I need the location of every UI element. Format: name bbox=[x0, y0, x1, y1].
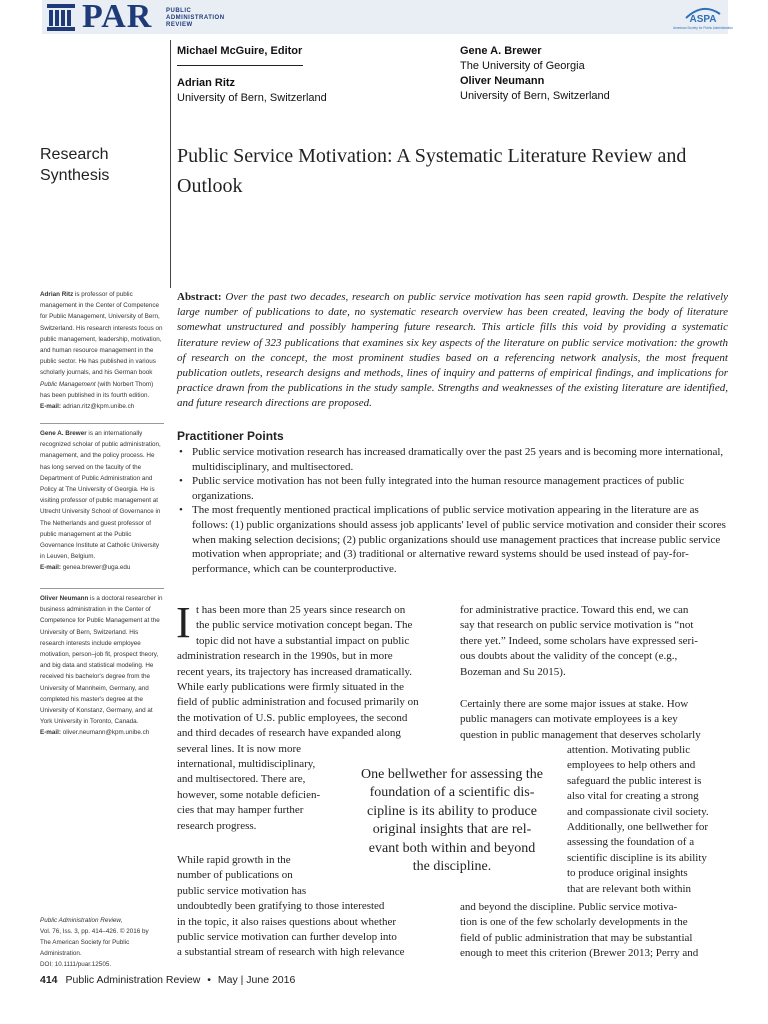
practitioner-points-list bbox=[177, 445, 727, 576]
body-column-2-paragraph-2: Certainly there are some major issues at stake. How public managers can motivate employees is a key question in public management that deserves scholarly bbox=[460, 698, 701, 741]
body-column-1-paragraph-2: While rapid growth in the number of publications on public service motivation has undoubtedly been gratifying to those interested in the topic, it also raises questions about whether public service motivation can further develop into a substantial stream of research with high relevance bbox=[177, 854, 405, 959]
author-bio: Oliver Neumann is a doctoral researcher in business administration in the Center of Competence for Public Management at the University of Bern, Switzerland. His research interests include employee motivation, person–job fit, prospect theory, and big data and statistical modeling. He received his bachelor's degree from the University of Mannheim, Germany, and completed his master's degree at the University of Konstanz, Germany, and at York University in Toronto, Canada. E-mail: oliver.neumann@kpm.unibe.ch bbox=[40, 595, 163, 737]
article-title: Public Service Motivation: A Systematic Literature Review and Outlook bbox=[177, 145, 687, 197]
editor-divider bbox=[177, 65, 303, 66]
abstract-text: Over the past two decades, research on public service motivation has seen rapid growth. Despite the relatively large number of publications to date, no systematic research overview has been created, leaving the body of literature somewhat unstructured and possibly hampering future research. This article fills this void by providing a systematic literature review of 323 publications that examines six key aspects of the literature on public service motivation: the growth of research on the concept, the most prominent studies based on a referencing network analysis, the most frequent publication outlets, research designs and methods, lines of inquiry and patterns of empirical findings, and implications for practice drawn from the publications in the study sample. Strengths and weaknesses of the existing literature are identified, and future research directions are proposed. bbox=[177, 291, 729, 410]
svg-text:ASPA: ASPA bbox=[689, 14, 717, 25]
aspa-logo[interactable] bbox=[673, 4, 733, 32]
editor-credit: Michael McGuire, Editor bbox=[177, 45, 303, 57]
bio-divider bbox=[40, 588, 164, 589]
citation-block: Public Administration Review, Vol. 76, Iss. 3, pp. 414–426. © 2016 by The American Society for Public Administration. DOI: 10.1111/puar.12505. bbox=[40, 917, 149, 968]
author-affiliation: University of Bern, Switzerland bbox=[460, 90, 610, 102]
svg-text:American Society for Public Ad: American Society for Public Administration bbox=[673, 26, 733, 30]
list-item: • Public service motivation has not been fully integrated into the human resource management practices of public organizations. bbox=[177, 474, 727, 503]
footer-date: May | June 2016 bbox=[217, 974, 296, 986]
author-name: Gene A. Brewer bbox=[460, 45, 542, 57]
author-name: Oliver Neumann bbox=[460, 75, 545, 87]
pull-quote: One bellwether for assessing the foundation of a scientific dis- cipline is its ability to produce original insights that are rel- evant both within and beyond the discipline. bbox=[361, 767, 543, 875]
body-column-2-continued: and beyond the discipline. Public service motiva- tion is one of the few scholarly developments in the field of public administration that may be substantial enough to meet this criterion (Brewer 2013; Perry and bbox=[460, 901, 699, 960]
author-block-right bbox=[460, 44, 610, 104]
par-logo[interactable] bbox=[46, 2, 226, 34]
section-label: Research Synthesis bbox=[40, 146, 110, 184]
abstract-label: Abstract: bbox=[177, 291, 222, 303]
page-number: 414 bbox=[40, 974, 58, 986]
body-column-1: t has been more than 25 years since research on the public service motivation concept began. The topic did not have a substantial impact on public administration research in the 1990s, but in more recent years, its trajectory has increased dramatically. While early publications were firmly situated in the field of public administration and focused primarily on the motivation of U.S. public employees, the second and third decades of research have expanded along several lines. It is now more international, multidisciplinary, and multisectored. There are, however, some notable deficien- cies that may hamper further research progress. bbox=[177, 604, 419, 832]
author-affiliation: The University of Georgia bbox=[460, 60, 585, 72]
footer-journal: Public Administration Review bbox=[65, 974, 201, 986]
par-logo-subtitle: PUBLIC ADMINISTRATION REVIEW bbox=[166, 8, 225, 28]
par-logo-text: PAR bbox=[82, 0, 153, 35]
list-item: • The most frequently mentioned practical implications of public service motivation appearing in the literature are as follows: (1) public organizations should assess job applicants' level of public service motivation and consider their scores when making selection decisions; (2) public organizations should use management practices that increase public service motivation when appropriate; and (3) traditional or alternative reward systems should be used instead of pay-for-performance, which can be counterproductive. bbox=[177, 503, 727, 576]
author-affiliation: University of Bern, Switzerland bbox=[177, 92, 327, 104]
aspa-swoosh-icon bbox=[673, 4, 733, 32]
author-name: Adrian Ritz bbox=[177, 77, 236, 89]
list-item: • Public service motivation research has increased dramatically over the past 25 years and is becoming more international, multidisciplinary, and multisectored. bbox=[177, 445, 727, 474]
footer-separator: • bbox=[207, 974, 211, 986]
page-footer bbox=[40, 974, 295, 986]
body-column-2: for administrative practice. Toward this end, we can say that research on public service motivation is “not there yet.” Indeed, some scholars have expressed seri- ous doubts about the validity of the concept (e.g., Bozeman and Su 2015). bbox=[460, 604, 698, 678]
columns-icon bbox=[46, 2, 76, 32]
vertical-divider bbox=[170, 40, 171, 288]
author-bio: Gene A. Brewer is an internationally recognized scholar of public administration, management, and the policy process. He has long served on the faculty of the Department of Public Administration and Policy at The University of Georgia. He is visiting professor of public management at Utrecht University School of Governance in The Netherlands and guest professor of public management at the Public Governance Institute at Catholic University in Leuven, Belgium. E-mail: genea.brewer@uga.edu bbox=[40, 430, 161, 572]
practitioner-points-heading: Practitioner Points bbox=[177, 429, 284, 443]
abstract bbox=[177, 290, 728, 412]
drop-cap: I bbox=[176, 598, 191, 647]
body-column-2-wrapped: attention. Motivating public employees to help others and safeguard the public interest is also vital for creating a strong and compassionate civil society. Additionally, one bellwether for assessing the foundation of a scientific discipline is its ability to produce original insights that are relevant both within bbox=[567, 744, 709, 895]
bio-divider bbox=[40, 423, 164, 424]
author-block-left bbox=[177, 76, 327, 106]
author-bio: Adrian Ritz is professor of public management in the Center of Competence for Public Management, University of Bern, Switzerland. His research interests focus on public management, leadership, motivation, and human resource management in the public sector. He has published in various scholarly journals, and his German book Public Management (with Norbert Thom) has been published in its fourth edition. E-mail: adrian.ritz@kpm.unibe.ch bbox=[40, 291, 163, 411]
